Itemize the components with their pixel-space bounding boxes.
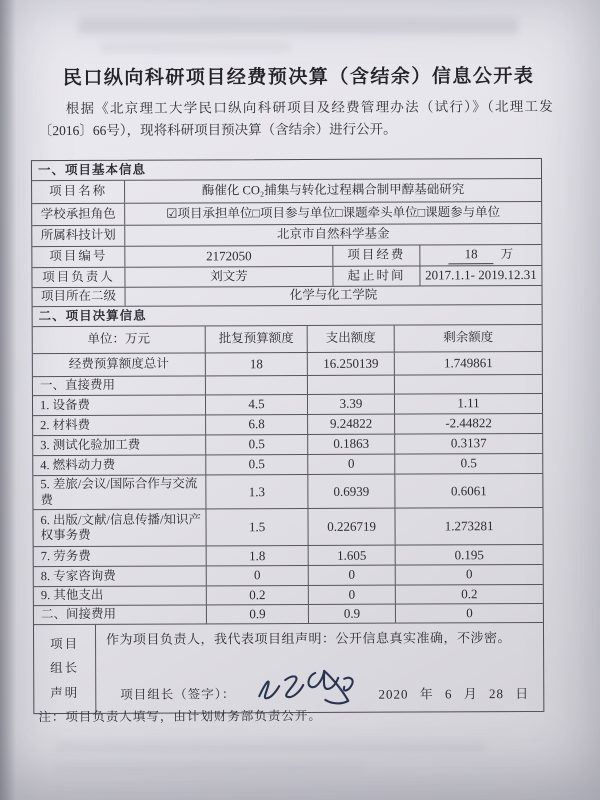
- pi-value: 刘文芳: [125, 267, 333, 287]
- row-name: 2. 材料费: [33, 415, 206, 435]
- funding-value-cell: [420, 245, 541, 266]
- footnote: 注：项目负责人填写，由计划财务部负责公开。: [38, 708, 322, 725]
- period-value: 2017.1.1- 2019.12.31: [425, 267, 537, 283]
- table-row: [32, 179, 541, 204]
- row-name: 二、间接费用: [34, 605, 207, 624]
- row-budget: 4.5: [206, 395, 308, 414]
- row-budget: 0.5: [206, 435, 308, 454]
- row-remain: 0.2: [461, 585, 478, 601]
- row-spent: 1.605: [309, 546, 396, 565]
- table-row-section: [33, 375, 542, 396]
- row-remain: -2.44822: [445, 415, 492, 431]
- row-name: 9. 其他支出: [34, 586, 207, 605]
- funding-unit: 万: [500, 247, 514, 262]
- project-number-value: 2172050: [125, 246, 333, 267]
- table-row: [33, 352, 542, 377]
- budget-section-title: 二、项目决算信息: [38, 308, 147, 323]
- funding-label: 项目经费: [333, 245, 420, 265]
- column-header-spent: 支出额度: [308, 326, 395, 352]
- declaration-statement: 作为项目负责人，我代表项目组声明：公开信息真实准确，不涉密。: [106, 630, 512, 647]
- program-value: 北京市自然科学基金: [276, 226, 390, 242]
- table-row-section: [34, 604, 543, 625]
- basic-info-section-title: 一、项目基本信息: [37, 162, 147, 177]
- row-spent: 0: [308, 455, 395, 474]
- column-header-remain: 剩余额度: [443, 330, 494, 345]
- table-row: [33, 474, 542, 510]
- page-title: 民口纵向科研项目经费预决算（含结余）信息公开表: [62, 65, 535, 90]
- row-budget: 0: [207, 566, 309, 585]
- department-value: 化学与化工学院: [289, 287, 378, 303]
- project-name-label: 项目名称: [32, 181, 125, 203]
- row-remain: 1.11: [457, 395, 480, 411]
- row-name: 3. 测试化验加工费: [33, 435, 206, 455]
- table-row: [32, 224, 541, 247]
- row-spent: 9.24822: [308, 415, 395, 434]
- row-remain: 0: [465, 566, 473, 582]
- declaration-row: [34, 623, 543, 713]
- row-name: 6. 出版/文献/信息传播/知识产权事务费: [33, 510, 206, 547]
- row-budget: 18: [206, 353, 308, 375]
- role-checkbox-line: ☑项目承担单位□项目参与单位□课题牵头单位□课题参与单位: [166, 204, 501, 221]
- declaration-side-line: 项目: [50, 636, 80, 651]
- row-spent: 0.226719: [308, 509, 395, 545]
- table-row-section: [33, 305, 542, 327]
- period-label: 起止时间: [333, 266, 420, 285]
- declaration-side-line: 组长: [50, 661, 80, 676]
- row-name: 7. 劳务费: [34, 547, 207, 567]
- project-name-value: 酶催化 CO₂捕集与转化过程耦合制甲醇基础研究: [201, 182, 465, 198]
- table-row: [33, 434, 542, 456]
- row-remain: 0: [466, 604, 473, 621]
- table-row: [33, 394, 542, 416]
- row-budget: 1.5: [206, 509, 308, 545]
- row-budget: 1.3: [206, 475, 308, 509]
- row-name: 1. 设备费: [33, 395, 206, 415]
- handwritten-signature: [249, 663, 367, 712]
- funding-amount: 18: [449, 247, 494, 264]
- row-spent: 0: [309, 585, 396, 604]
- row-remain: 0.195: [454, 546, 484, 562]
- table-row: [33, 454, 542, 476]
- row-budget: 1.8: [207, 546, 309, 565]
- row-remain: 0.6061: [450, 482, 487, 498]
- role-label: 学校承担角色: [32, 204, 125, 225]
- row-budget: 6.8: [206, 415, 308, 434]
- project-number-label: 项目编号: [32, 247, 125, 267]
- row-spent: 3.39: [308, 395, 395, 414]
- row-name: 4. 燃料动力费: [33, 455, 206, 475]
- table-row: [34, 545, 543, 567]
- row-remain: [395, 375, 542, 394]
- signature-date: 2020 年 6 月 28 日: [378, 685, 530, 702]
- row-spent: 0.9: [309, 604, 396, 623]
- table-row-section: [32, 159, 541, 181]
- table-row: [33, 508, 542, 547]
- table-header-row: [33, 325, 542, 354]
- row-budget: 0.9: [207, 605, 309, 624]
- table-row: [32, 266, 541, 288]
- row-spent: 0: [309, 566, 396, 585]
- row-remain: 0.3137: [450, 435, 487, 451]
- row-name: 5. 差旅/会议/国际合作与交流费: [33, 475, 206, 509]
- declaration-side-line: 声明: [50, 685, 80, 700]
- row-remain: 1.273281: [444, 518, 494, 534]
- intro-paragraph: 根据《北京理工大学民口纵向科研项目及经费管理办法（试行）》（北理工发〔2016〕66号），现将科研项目预决算（含结余）进行公开。: [38, 98, 553, 138]
- pi-label: 项目负责人: [32, 268, 125, 287]
- table-row: [34, 565, 543, 586]
- table-row: [34, 584, 543, 605]
- row-remain: 0.5: [460, 455, 477, 471]
- row-name: 经费预算额度总计: [33, 353, 206, 376]
- program-label: 所属科技计划: [32, 226, 125, 246]
- row-spent: 0.6939: [308, 475, 395, 509]
- signature-row: [106, 662, 535, 704]
- signature-label: 项目组长（签字）：: [120, 687, 236, 703]
- row-budget: 0.2: [207, 585, 309, 604]
- row-remain: 1.749861: [443, 355, 493, 371]
- row-budget: 0.5: [206, 455, 308, 474]
- row-name: 一、直接费用: [33, 376, 206, 395]
- table-row: [32, 202, 541, 226]
- table-row: [32, 245, 541, 268]
- row-spent: [308, 376, 395, 394]
- row-spent: 0.1863: [308, 435, 395, 454]
- column-header-unit: 单位：万元: [33, 326, 206, 353]
- table-row: [33, 286, 542, 307]
- row-spent: 16.250139: [308, 353, 395, 375]
- row-budget: [206, 376, 308, 394]
- row-name: 8. 专家咨询费: [34, 567, 207, 586]
- declaration-side-label: [34, 625, 96, 713]
- table-row: [33, 414, 542, 436]
- column-header-budget: 批复预算额度: [206, 326, 308, 352]
- department-label: 项目所在二级: [33, 288, 126, 306]
- declaration-content: [96, 623, 543, 713]
- disclosure-table: [31, 158, 544, 714]
